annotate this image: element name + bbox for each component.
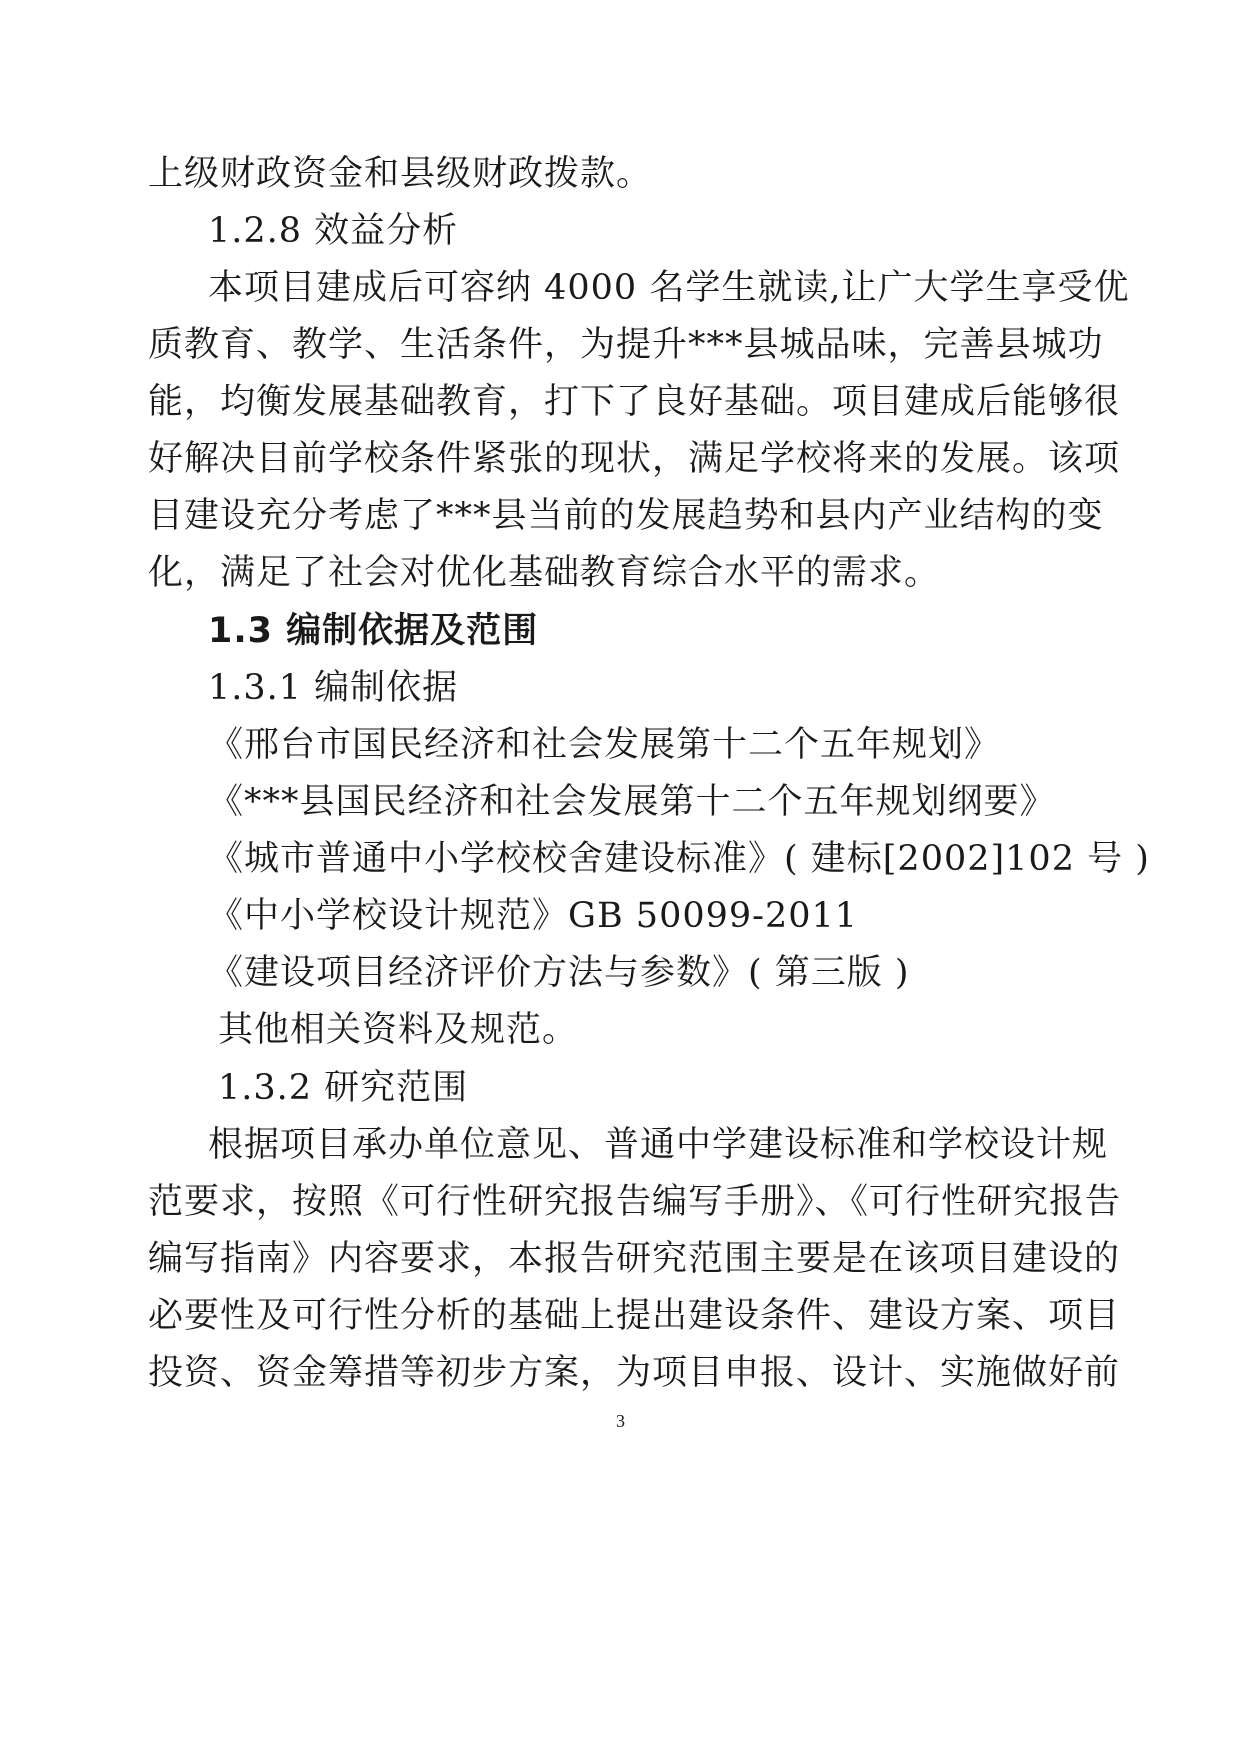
paragraph-line: 本项目建成后可容纳 4000 名学生就读,让广大学生享受优 [208,268,1130,308]
reference-item: 其他相关资料及规范。 [218,1010,579,1050]
paragraph-line: 根据项目承办单位意见、普通中学建设标准和学校设计规 [208,1125,1109,1165]
subsection-heading: 1.2.8 效益分析 [208,211,459,251]
subsection-heading: 1.3.2 研究范围 [218,1068,469,1108]
reference-item: 《中小学校设计规范》GB 50099-2011 [208,896,859,936]
paragraph-line: 投资、资金筹措等初步方案，为项目申报、设计、实施做好前 [148,1353,1121,1393]
section-heading: 1.3 编制依据及范围 [208,611,539,651]
reference-item: 《***县国民经济和社会发展第十二个五年规划纲要》 [208,782,1056,822]
reference-item: 《城市普通中小学校校舍建设标准》( 建标[2002]102 号 ) [208,839,1150,879]
subsection-heading: 1.3.1 编制依据 [208,668,459,708]
paragraph-line: 范要求，按照《可行性研究报告编写手册》、《可行性研究报告 [148,1182,1122,1222]
reference-item: 《建设项目经济评价方法与参数》( 第三版 ) [208,953,910,993]
paragraph-line: 质教育、教学、生活条件，为提升***县城品味，完善县城功 [148,325,1104,365]
paragraph-line: 上级财政资金和县级财政拨款。 [148,154,653,194]
paragraph-line: 目建设充分考虑了***县当前的发展趋势和县内产业结构的变 [148,496,1104,536]
paragraph-line: 好解决目前学校条件紧张的现状，满足学校将来的发展。该项 [148,439,1121,479]
paragraph-line: 能，均衡发展基础教育，打下了良好基础。项目建成后能够很 [148,382,1121,422]
paragraph-line: 必要性及可行性分析的基础上提出建设条件、建设方案、项目 [148,1296,1121,1336]
paragraph-line: 化，满足了社会对优化基础教育综合水平的需求。 [148,553,941,593]
paragraph-line: 编写指南》内容要求，本报告研究范围主要是在该项目建设的 [148,1239,1121,1279]
reference-item: 《邢台市国民经济和社会发展第十二个五年规划》 [208,725,1001,765]
page-number: 3 [616,1411,625,1431]
